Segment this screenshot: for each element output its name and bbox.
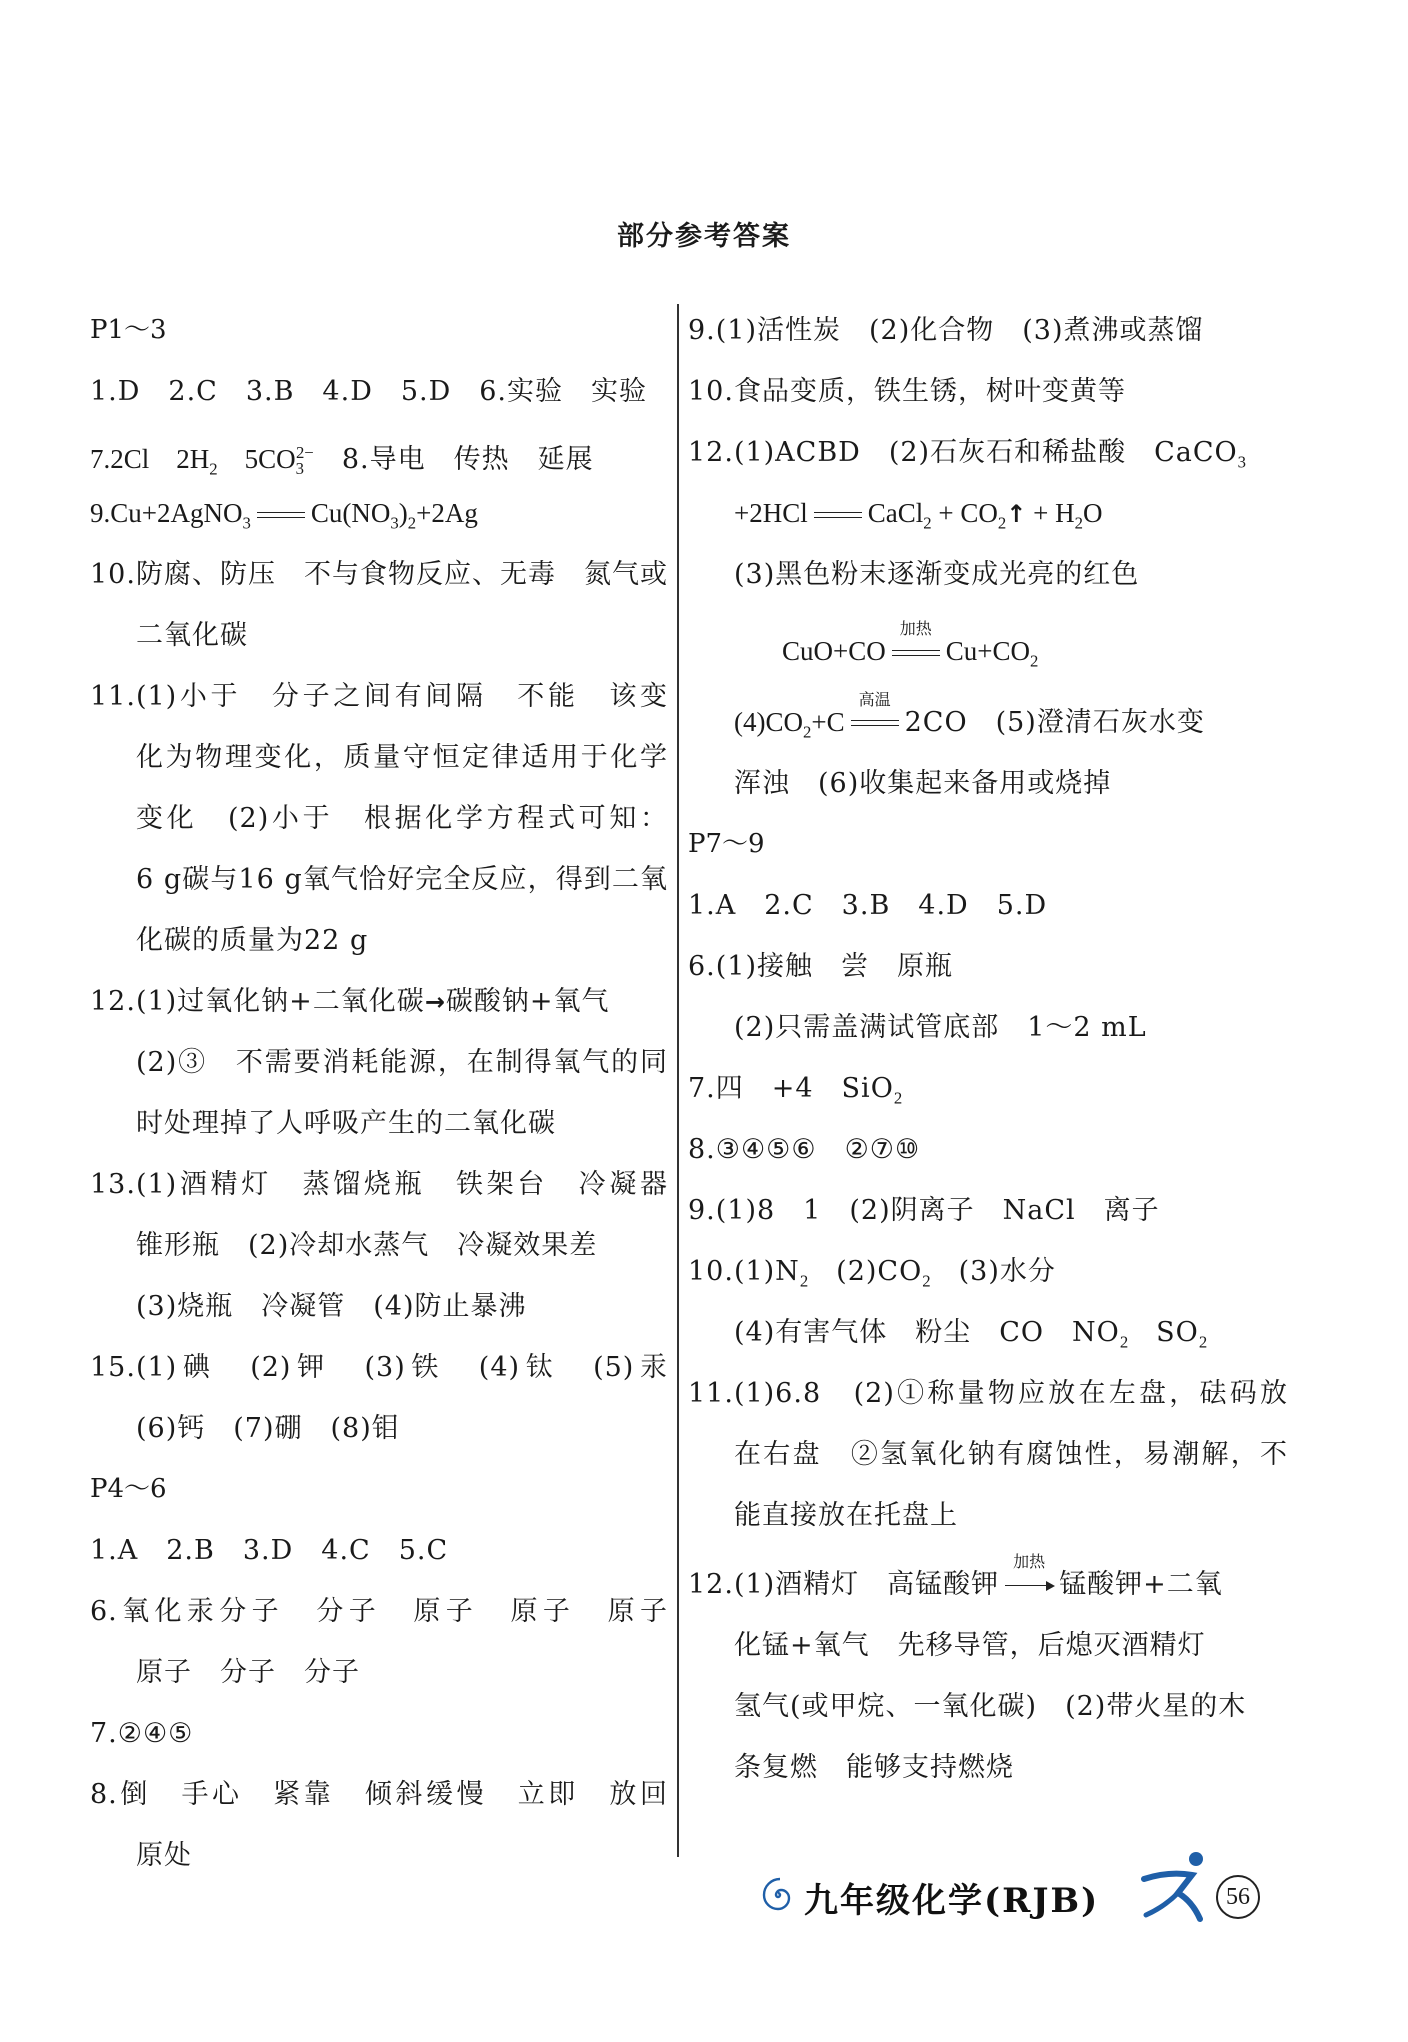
answer-line: (3)黑色粉末逐渐变成光亮的红色 [734,559,1140,590]
answer-line: 13.(1)酒精灯 蒸馏烧瓶 铁架台 冷凝器 [90,1169,668,1200]
answer-line: 1.A 2.C 3.B 4.D 5.D [688,890,1048,921]
answer-line: 8.倒 手心 紧靠 倾斜缓慢 立即 放回 [90,1779,668,1810]
page-number: 56 [1216,1875,1260,1919]
answer-line: 8.③④⑤⑥ ②⑦⑩ [688,1134,921,1165]
answer-line: 10.食品变质，铁生锈，树叶变黄等 [688,376,1126,407]
answer-line: 6.氧化汞分子 分子 原子 原子 原子 [90,1596,668,1627]
page-footer [754,1855,1274,1945]
answer-line: 氢气(或甲烷、一氧化碳) (2)带火星的木 [734,1691,1247,1722]
answer-line: 11.(1)小于 分子之间有间隔 不能 该变 [90,681,668,712]
answer-line: 12.(1)酒精灯 高锰酸钾 加热 锰酸钾+二氧 [688,1551,1223,1600]
answer-line: 7.②④⑤ [90,1718,194,1749]
swirl-icon [758,1875,798,1915]
answer-line: (2)只需盖满试管底部 1～2 mL [734,1012,1147,1043]
answer-line: 变化 (2)小于 根据化学方程式可知： [136,803,668,834]
answer-line: 1.D 2.C 3.B 4.D 5.D 6.实验 实验 [90,376,648,407]
answer-line: 锥形瓶 (2)冷却水蒸气 冷凝效果差 [136,1230,598,1261]
arrow-with-condition: 加热 [1001,1576,1057,1596]
answer-line: 6.(1)接触 尝 原瓶 [688,951,954,982]
answer-line: 浑浊 (6)收集起来备用或烧掉 [734,768,1112,799]
answer-line: (2)③ 不需要消耗能源，在制得氧气的同 [136,1047,668,1078]
runner-logo-icon [1134,1849,1224,1929]
answer-line: $(4)CO_2+C$ 高温 2CO (5)澄清石灰水变 [734,689,1205,742]
answer-line: 12.(1)ACBD (2)石灰石和稀盐酸 CaCO$_3$ [688,437,1247,472]
answer-line: (3)烧瓶 冷凝管 (4)防止暴沸 [136,1291,527,1322]
answer-line: 9.Cu+2AgNO$_3$ $Cu(NO_3)_2+2Ag$ [90,498,478,533]
answer-line: 二氧化碳 [136,620,248,651]
answer-line: 化碳的质量为22 g [136,925,369,956]
answer-line: 能直接放在托盘上 [734,1500,958,1531]
answer-line: +2HCl CaCl$_2$ + $CO_2↑ + H_2O$ [734,498,1103,533]
gas-up-arrow: ↑ [1006,500,1027,528]
answer-line: 15.(1)碘 (2)钾 (3)铁 (4)钛 (5)汞 [90,1352,668,1383]
equals-with-condition: 加热 [888,644,944,664]
answer-line: (6)钙 (7)硼 (8)钼 [136,1413,400,1444]
equals-sign [253,506,309,526]
section-heading-p7-9: P7～9 [688,829,765,859]
left-column [90,300,668,1886]
answer-line: 原处 [136,1840,192,1871]
reaction-arrow: → [424,988,446,1016]
answer-line: (4)有害气体 粉尘 CO $NO_2$ $SO_2$ [734,1317,1208,1352]
answer-line: 原子 分子 分子 [136,1657,360,1688]
answer-line: 时处理掉了人呼吸产生的二氧化碳 [136,1108,556,1139]
equation-line: CuO+CO 加热 $Cu+CO_2$ [782,620,1039,671]
right-column [688,300,1288,1798]
answer-line: 在右盘 ②氢氧化钠有腐蚀性，易潮解，不 [734,1439,1288,1470]
page-title: 部分参考答案 [617,221,791,252]
answer-line: 11.(1)6.8 (2)①称量物应放在左盘，砝码放 [688,1378,1288,1409]
section-heading-p1-3: P1～3 [90,315,167,345]
section-heading-p4-6: P4～6 [90,1474,167,1504]
column-divider [677,304,679,1857]
answer-line: $10.(1)N_2$ $(2)CO_2$ (3)水分 [688,1256,1056,1291]
answer-line: 12.(1)过氧化钠+二氧化碳→碳酸钠+氧气 [90,986,610,1017]
answer-line: 6 g碳与16 g氧气恰好完全反应，得到二氧 [136,864,668,895]
answer-line: 7.四 +4 SiO$_2$ [688,1073,903,1108]
answer-line: 9.(1)活性炭 (2)化合物 (3)煮沸或蒸馏 [688,315,1204,346]
book-title: 九年级化学(RJB) [804,1881,1100,1921]
answer-line: 7.2Cl $2H_2$ $5CO_3^{2-}$ 8.导电 传热 延展 [90,443,594,479]
answer-line: 10.防腐、防压 不与食物反应、无毒 氮气或 [90,559,668,590]
answer-line: 化为物理变化，质量守恒定律适用于化学 [136,742,668,773]
answer-line: 9.(1)8 1 (2)阴离子 NaCl 离子 [688,1195,1160,1226]
answer-line: 1.A 2.B 3.D 4.C 5.C [90,1535,449,1566]
answer-line: 条复燃 能够支持燃烧 [734,1752,1014,1783]
equals-with-condition: 高温 [847,714,903,734]
equals-sign [810,506,866,526]
answer-line: 化锰+氧气 先移导管，后熄灭酒精灯 [734,1630,1206,1661]
